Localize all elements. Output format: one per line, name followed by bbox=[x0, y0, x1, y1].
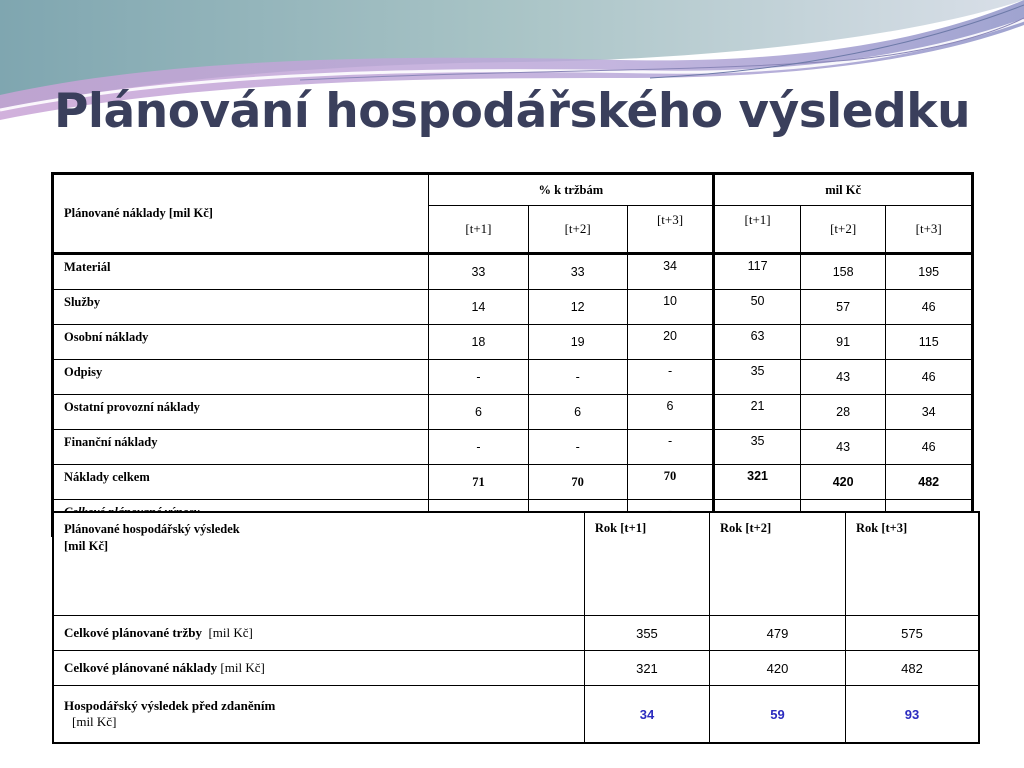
cell: 35 bbox=[714, 360, 801, 395]
cell: - bbox=[528, 430, 627, 465]
column-header: Rok [t+1] bbox=[584, 512, 709, 616]
cell: 91 bbox=[800, 325, 886, 360]
cell: 14 bbox=[429, 290, 528, 325]
cell: 420 bbox=[710, 651, 846, 686]
row-label: Osobní náklady bbox=[53, 325, 429, 360]
row-label-bold: Hospodářský výsledek před zdaněním bbox=[64, 698, 276, 713]
sub-header: [t+2] bbox=[528, 206, 627, 254]
table-row bbox=[53, 616, 979, 651]
cell: 70 bbox=[627, 465, 714, 500]
cell: 34 bbox=[886, 395, 973, 430]
row-label: Odpisy bbox=[53, 360, 429, 395]
planned-costs-table bbox=[51, 172, 974, 537]
cell: - bbox=[627, 360, 714, 395]
row-label bbox=[53, 651, 584, 686]
cell: 57 bbox=[800, 290, 886, 325]
cell: 420 bbox=[800, 465, 886, 500]
cell: 20 bbox=[627, 325, 714, 360]
cell: 50 bbox=[714, 290, 801, 325]
column-header: Rok [t+3] bbox=[845, 512, 979, 616]
cell: 18 bbox=[429, 325, 528, 360]
group-header-mil: mil Kč bbox=[714, 174, 973, 206]
table-row bbox=[53, 360, 973, 395]
table-row bbox=[53, 430, 973, 465]
cell: 482 bbox=[845, 651, 979, 686]
cell: 575 bbox=[845, 616, 979, 651]
row-label-unit: [mil Kč] bbox=[217, 660, 265, 675]
table-row bbox=[53, 254, 973, 290]
cell: - bbox=[429, 360, 528, 395]
group-header-percent: % k tržbám bbox=[429, 174, 714, 206]
result-header-label bbox=[53, 512, 584, 616]
row-label: Finanční náklady bbox=[53, 430, 429, 465]
cell: 21 bbox=[714, 395, 801, 430]
sub-header: [t+1] bbox=[429, 206, 528, 254]
cell: 63 bbox=[714, 325, 801, 360]
cell: - bbox=[429, 430, 528, 465]
cell: 28 bbox=[800, 395, 886, 430]
cell: 195 bbox=[886, 254, 973, 290]
cell: 35 bbox=[714, 430, 801, 465]
cell: 34 bbox=[584, 686, 709, 744]
row-label-unit: [mil Kč] bbox=[72, 714, 117, 729]
cell: 6 bbox=[528, 395, 627, 430]
cell: 59 bbox=[710, 686, 846, 744]
table-row bbox=[53, 395, 973, 430]
cell: - bbox=[528, 360, 627, 395]
costs-header-label: Plánované náklady [mil Kč] bbox=[53, 174, 429, 254]
cell: 321 bbox=[584, 651, 709, 686]
cell: 6 bbox=[429, 395, 528, 430]
page-title: Plánování hospodářského výsledku bbox=[53, 84, 971, 139]
cell: 46 bbox=[886, 290, 973, 325]
cell: 117 bbox=[714, 254, 801, 290]
row-label-bold: Celkové plánované tržby bbox=[64, 625, 202, 640]
result-header-line2: [mil Kč] bbox=[64, 539, 109, 553]
cell: 482 bbox=[886, 465, 973, 500]
cell: 6 bbox=[627, 395, 714, 430]
column-header: Rok [t+2] bbox=[710, 512, 846, 616]
cell: 115 bbox=[886, 325, 973, 360]
row-label-bold: Celkové plánované náklady bbox=[64, 660, 218, 675]
cell: 70 bbox=[528, 465, 627, 500]
planned-result-table bbox=[52, 511, 980, 744]
sub-header: [t+3] bbox=[627, 206, 714, 254]
cell: 93 bbox=[845, 686, 979, 744]
cell: 46 bbox=[886, 360, 973, 395]
row-label bbox=[53, 686, 584, 744]
sub-header: [t+1] bbox=[714, 206, 801, 254]
table-row-result bbox=[53, 686, 979, 744]
cell: 158 bbox=[800, 254, 886, 290]
cell: 34 bbox=[627, 254, 714, 290]
cell: 43 bbox=[800, 430, 886, 465]
row-label: Materiál bbox=[53, 254, 429, 290]
table-row-total bbox=[53, 465, 973, 500]
table-row bbox=[53, 325, 973, 360]
cell: 43 bbox=[800, 360, 886, 395]
cell: 46 bbox=[886, 430, 973, 465]
sub-header: [t+3] bbox=[886, 206, 973, 254]
cell: 33 bbox=[429, 254, 528, 290]
row-label: Ostatní provozní náklady bbox=[53, 395, 429, 430]
cell: 71 bbox=[429, 465, 528, 500]
cell: 479 bbox=[710, 616, 846, 651]
row-label: Náklady celkem bbox=[53, 465, 429, 500]
row-label: Služby bbox=[53, 290, 429, 325]
cell: 12 bbox=[528, 290, 627, 325]
result-header-line1: Plánované hospodářský výsledek bbox=[64, 522, 240, 536]
sub-header: [t+2] bbox=[800, 206, 886, 254]
cell: 19 bbox=[528, 325, 627, 360]
cell: 10 bbox=[627, 290, 714, 325]
row-label bbox=[53, 616, 584, 651]
cell: - bbox=[627, 430, 714, 465]
table-row bbox=[53, 290, 973, 325]
row-label-unit: [mil Kč] bbox=[201, 625, 253, 640]
cell: 355 bbox=[584, 616, 709, 651]
table-row bbox=[53, 651, 979, 686]
cell: 321 bbox=[714, 465, 801, 500]
cell: 33 bbox=[528, 254, 627, 290]
